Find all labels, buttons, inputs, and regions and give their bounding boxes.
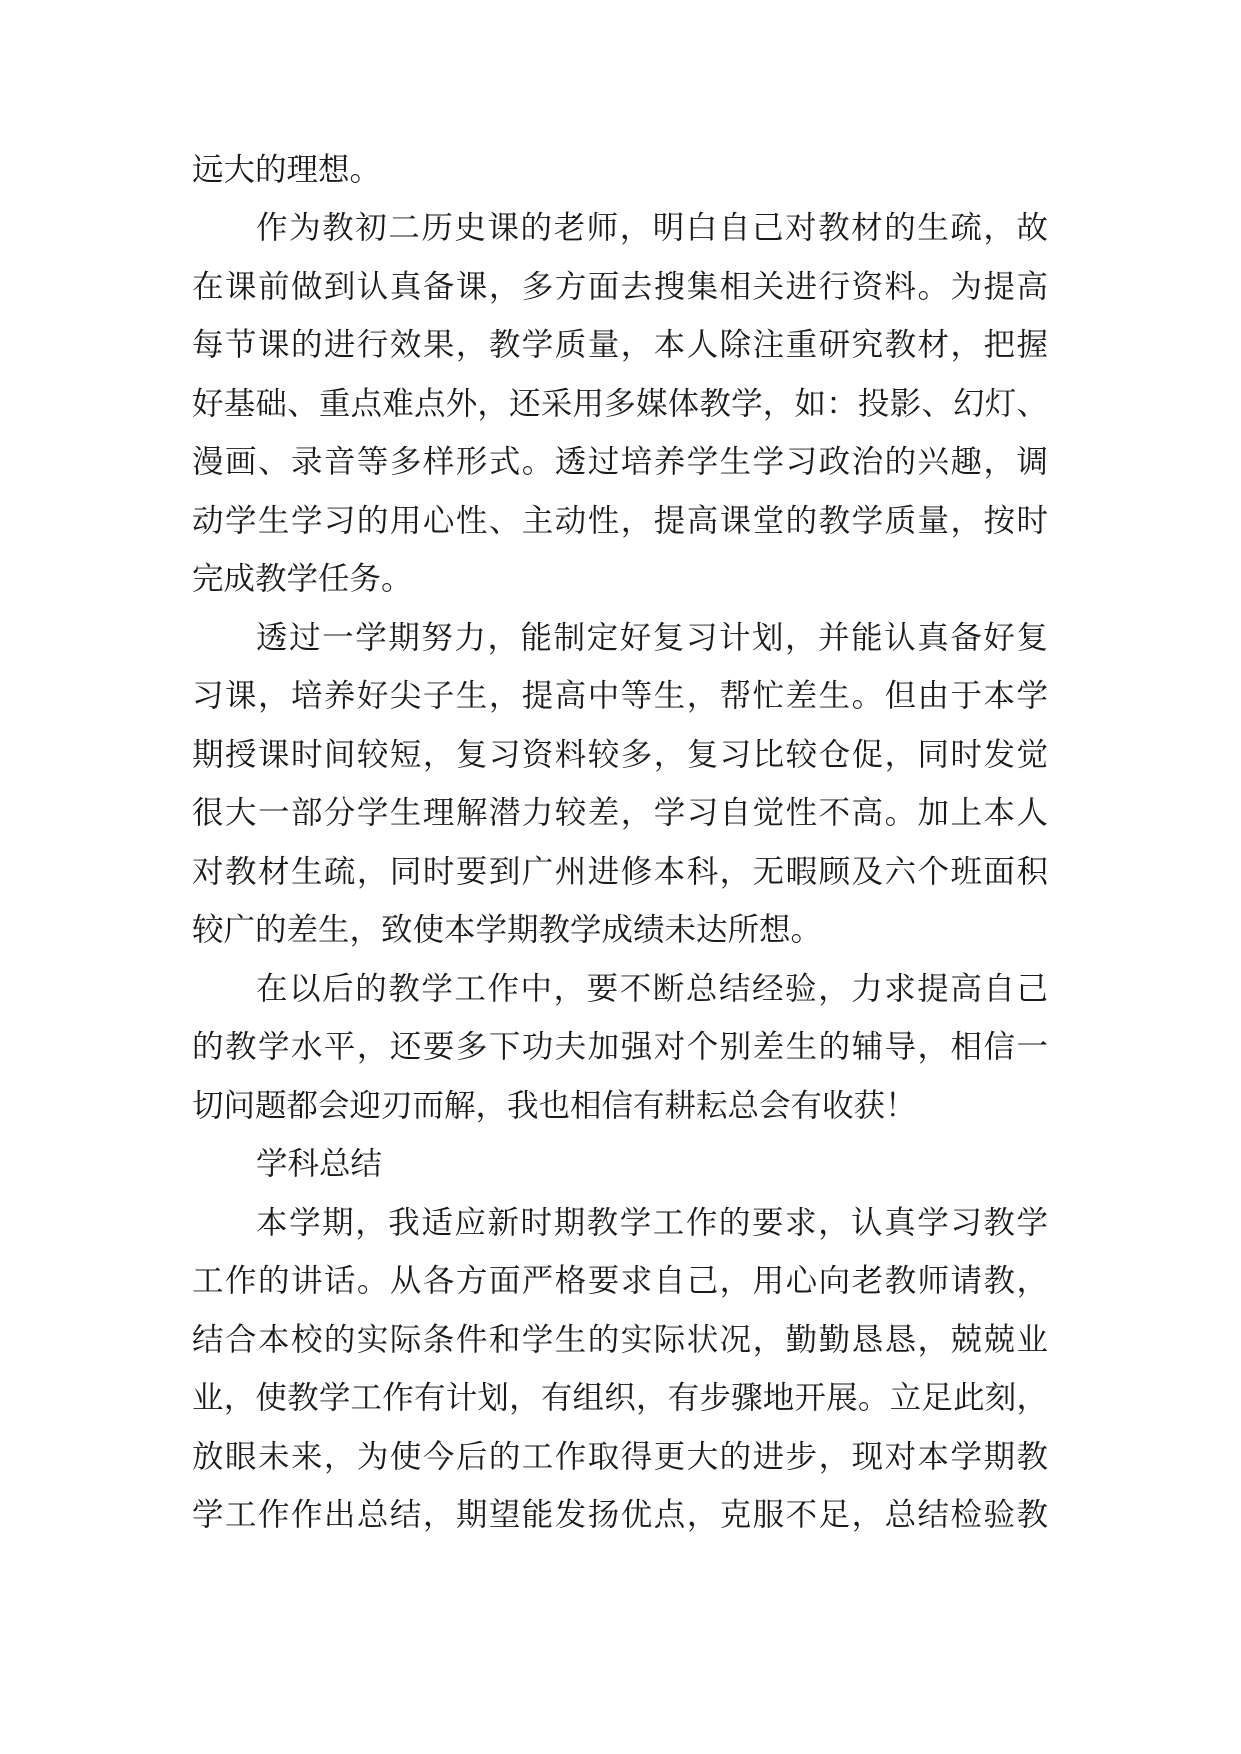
paragraph-line	[0, 1428, 1241, 1487]
line-text: 完成教学任务。	[192, 561, 413, 597]
line-text: 很大一部分学生理解潜力较差，学习自觉性不高。加上本人	[192, 795, 1048, 831]
paragraph-line	[0, 316, 1241, 375]
line-text: 较广的差生，致使本学期教学成绩未达所想。	[192, 912, 823, 948]
line-text: 学工作作出总结，期望能发扬优点，克服不足，总结检验教	[192, 1497, 1048, 1533]
line-text: 动学生学习的用心性、主动性，提高课堂的教学质量，按时	[192, 503, 1048, 539]
paragraph-line	[0, 1018, 1241, 1077]
line-text: 透过一学期努力，能制定好复习计划，并能认真备好复	[256, 620, 1048, 656]
paragraph-line	[0, 901, 1241, 960]
paragraph-line	[0, 1252, 1241, 1311]
line-text: 对教材生疏，同时要到广州进修本科，无暇顾及六个班面积	[192, 854, 1048, 890]
paragraph-line	[0, 1194, 1241, 1253]
line-text: 远大的理想。	[192, 152, 382, 188]
line-text: 工作的讲话。从各方面严格要求自己，用心向老教师请教，	[192, 1263, 1048, 1299]
paragraph-line	[0, 199, 1241, 258]
line-text: 结合本校的实际条件和学生的实际状况，勤勤恳恳，兢兢业	[192, 1322, 1048, 1358]
line-text: 本学期，我适应新时期教学工作的要求，认真学习教学	[256, 1205, 1048, 1241]
line-text: 切问题都会迎刃而解，我也相信有耕耘总会有收获！	[192, 1088, 917, 1124]
line-text: 放眼未来，为使今后的工作取得更大的进步，现对本学期教	[192, 1439, 1048, 1475]
paragraph-line	[0, 433, 1241, 492]
paragraph-line	[0, 667, 1241, 726]
line-text: 业，使教学工作有计划，有组织，有步骤地开展。立足此刻，	[192, 1380, 1048, 1416]
paragraph-line	[0, 492, 1241, 551]
line-text: 好基础、重点难点外，还采用多媒体教学，如：投影、幻灯、	[192, 386, 1048, 422]
paragraph-line	[0, 550, 1241, 609]
line-text: 每节课的进行效果，教学质量，本人除注重研究教材，把握	[192, 327, 1048, 363]
line-text: 期授课时间较短，复习资料较多，复习比较仓促，同时发觉	[192, 737, 1048, 773]
line-text: 的教学水平，还要多下功夫加强对个别差生的辅导，相信一	[192, 1029, 1048, 1065]
paragraph-line	[0, 1077, 1241, 1136]
line-text: 漫画、录音等多样形式。透过培养学生学习政治的兴趣，调	[192, 444, 1048, 480]
paragraph-line	[0, 726, 1241, 785]
paragraph-line	[0, 609, 1241, 668]
section-heading	[0, 1135, 1241, 1194]
line-text: 在以后的教学工作中，要不断总结经验，力求提高自己	[256, 971, 1048, 1007]
paragraph-line	[0, 375, 1241, 434]
paragraph-line	[0, 784, 1241, 843]
line-text: 作为教初二历史课的老师，明白自己对教材的生疏，故	[256, 210, 1048, 246]
paragraph-line	[0, 843, 1241, 902]
paragraph-line	[0, 1369, 1241, 1428]
line-text: 习课，培养好尖子生，提高中等生，帮忙差生。但由于本学	[192, 678, 1048, 714]
paragraph-line	[0, 1486, 1241, 1545]
section-heading-text: 学科总结	[256, 1146, 383, 1182]
line-text: 在课前做到认真备课，多方面去搜集相关进行资料。为提高	[192, 269, 1048, 305]
paragraph-line	[0, 141, 1241, 200]
paragraph-line	[0, 960, 1241, 1019]
paragraph-line	[0, 1311, 1241, 1370]
paragraph-line	[0, 258, 1241, 317]
